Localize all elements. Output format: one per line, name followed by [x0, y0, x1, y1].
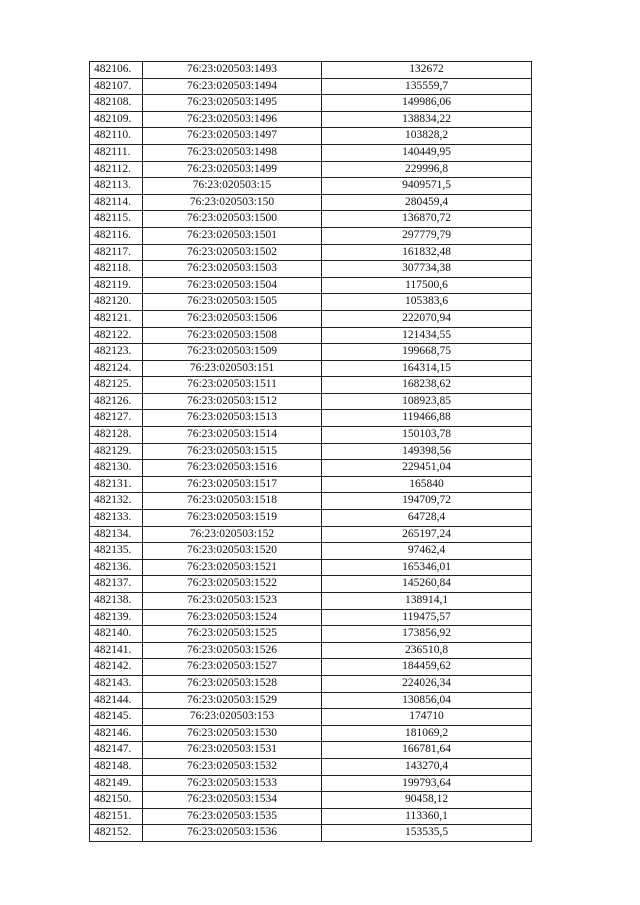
- cadastral-number-cell: 76:23:020503:1500: [143, 211, 322, 228]
- row-number-cell: 482116.: [90, 227, 143, 244]
- table-row: [90, 609, 532, 626]
- table-row: [90, 626, 532, 643]
- row-number-cell: 482136.: [90, 559, 143, 576]
- row-number-cell: 482122.: [90, 327, 143, 344]
- cadastral-number-cell: 76:23:020503:1523: [143, 593, 322, 610]
- cadastral-value-cell: 229451,04: [322, 460, 532, 477]
- table-row: [90, 211, 532, 228]
- row-number-cell: 482147.: [90, 742, 143, 759]
- cadastral-number-cell: 76:23:020503:1515: [143, 443, 322, 460]
- row-number-cell: 482131.: [90, 476, 143, 493]
- row-number-cell: 482149.: [90, 775, 143, 792]
- row-number-cell: 482141.: [90, 642, 143, 659]
- cadastral-value-cell: 90458,12: [322, 792, 532, 809]
- cadastral-value-cell: 150103,78: [322, 427, 532, 444]
- cadastral-value-cell: 184459,62: [322, 659, 532, 676]
- cadastral-number-cell: 76:23:020503:1528: [143, 675, 322, 692]
- cadastral-value-cell: 165840: [322, 476, 532, 493]
- row-number-cell: 482143.: [90, 675, 143, 692]
- table-row: [90, 194, 532, 211]
- cadastral-number-cell: 76:23:020503:1503: [143, 261, 322, 278]
- table-row: [90, 543, 532, 560]
- cadastral-number-cell: 76:23:020503:1531: [143, 742, 322, 759]
- row-number-cell: 482124.: [90, 360, 143, 377]
- cadastral-value-cell: 135559,7: [322, 78, 532, 95]
- row-number-cell: 482132.: [90, 493, 143, 510]
- cadastral-value-cell: 9409571,5: [322, 178, 532, 195]
- cadastral-value-cell: 173856,92: [322, 626, 532, 643]
- row-number-cell: 482148.: [90, 758, 143, 775]
- cadastral-value-cell: 166781,64: [322, 742, 532, 759]
- row-number-cell: 482119.: [90, 277, 143, 294]
- cadastral-number-cell: 76:23:020503:1524: [143, 609, 322, 626]
- cadastral-value-cell: 138834,22: [322, 111, 532, 128]
- table-row: [90, 144, 532, 161]
- row-number-cell: 482115.: [90, 211, 143, 228]
- cadastral-number-cell: 76:23:020503:1514: [143, 427, 322, 444]
- cadastral-number-cell: 76:23:020503:1506: [143, 310, 322, 327]
- table-row: [90, 659, 532, 676]
- cadastral-number-cell: 76:23:020503:1513: [143, 410, 322, 427]
- cadastral-number-cell: 76:23:020503:1505: [143, 294, 322, 311]
- table-row: [90, 742, 532, 759]
- table-row: [90, 758, 532, 775]
- table-row: [90, 360, 532, 377]
- cadastral-number-cell: 76:23:020503:1502: [143, 244, 322, 261]
- row-number-cell: 482106.: [90, 62, 143, 79]
- row-number-cell: 482140.: [90, 626, 143, 643]
- row-number-cell: 482110.: [90, 128, 143, 145]
- table-row: [90, 460, 532, 477]
- cadastral-value-cell: 97462,4: [322, 543, 532, 560]
- cadastral-number-cell: 76:23:020503:1536: [143, 825, 322, 842]
- table-row: [90, 493, 532, 510]
- cadastral-value-cell: 105383,6: [322, 294, 532, 311]
- table-row: [90, 410, 532, 427]
- cadastral-number-cell: 76:23:020503:153: [143, 709, 322, 726]
- table-row: [90, 261, 532, 278]
- cadastral-value-cell: 265197,24: [322, 526, 532, 543]
- row-number-cell: 482137.: [90, 576, 143, 593]
- table-row: [90, 559, 532, 576]
- row-number-cell: 482129.: [90, 443, 143, 460]
- cadastral-value-cell: 64728,4: [322, 510, 532, 527]
- cadastral-number-cell: 76:23:020503:1516: [143, 460, 322, 477]
- cadastral-value-cell: 280459,4: [322, 194, 532, 211]
- cadastral-number-cell: 76:23:020503:1496: [143, 111, 322, 128]
- row-number-cell: 482152.: [90, 825, 143, 842]
- cadastral-value-cell: 143270,4: [322, 758, 532, 775]
- row-number-cell: 482142.: [90, 659, 143, 676]
- row-number-cell: 482145.: [90, 709, 143, 726]
- cadastral-number-cell: 76:23:020503:1494: [143, 78, 322, 95]
- cadastral-value-cell: 181069,2: [322, 725, 532, 742]
- row-number-cell: 482135.: [90, 543, 143, 560]
- cadastral-number-cell: 76:23:020503:1530: [143, 725, 322, 742]
- cadastral-value-cell: 229996,8: [322, 161, 532, 178]
- cadastral-number-cell: 76:23:020503:1535: [143, 808, 322, 825]
- cadastral-value-cell: 130856,04: [322, 692, 532, 709]
- table-row: [90, 277, 532, 294]
- cadastral-number-cell: 76:23:020503:1534: [143, 792, 322, 809]
- cadastral-number-cell: 76:23:020503:1499: [143, 161, 322, 178]
- cadastral-number-cell: 76:23:020503:1526: [143, 642, 322, 659]
- table-row: [90, 244, 532, 261]
- row-number-cell: 482123.: [90, 344, 143, 361]
- row-number-cell: 482146.: [90, 725, 143, 742]
- cadastral-number-cell: 76:23:020503:1495: [143, 95, 322, 112]
- table-row: [90, 675, 532, 692]
- cadastral-number-cell: 76:23:020503:1504: [143, 277, 322, 294]
- row-number-cell: 482120.: [90, 294, 143, 311]
- table-body: [90, 62, 532, 842]
- cadastral-number-cell: 76:23:020503:1512: [143, 393, 322, 410]
- table-row: [90, 709, 532, 726]
- cadastral-number-cell: 76:23:020503:150: [143, 194, 322, 211]
- row-number-cell: 482144.: [90, 692, 143, 709]
- table-row: [90, 78, 532, 95]
- table-row: [90, 310, 532, 327]
- cadastral-number-cell: 76:23:020503:1493: [143, 62, 322, 79]
- row-number-cell: 482133.: [90, 510, 143, 527]
- cadastral-value-cell: 140449,95: [322, 144, 532, 161]
- cadastral-number-cell: 76:23:020503:1522: [143, 576, 322, 593]
- table-row: [90, 775, 532, 792]
- cadastral-number-cell: 76:23:020503:1518: [143, 493, 322, 510]
- cadastral-value-cell: 194709,72: [322, 493, 532, 510]
- table-row: [90, 227, 532, 244]
- table-row: [90, 692, 532, 709]
- cadastral-value-cell: 164314,15: [322, 360, 532, 377]
- table-row: [90, 576, 532, 593]
- row-number-cell: 482138.: [90, 593, 143, 610]
- row-number-cell: 482117.: [90, 244, 143, 261]
- row-number-cell: 482108.: [90, 95, 143, 112]
- cadastral-value-cell: 224026,34: [322, 675, 532, 692]
- cadastral-value-cell: 153535,5: [322, 825, 532, 842]
- cadastral-number-cell: 76:23:020503:1532: [143, 758, 322, 775]
- table-row: [90, 178, 532, 195]
- cadastral-number-cell: 76:23:020503:1527: [143, 659, 322, 676]
- cadastral-value-cell: 174710: [322, 709, 532, 726]
- row-number-cell: 482128.: [90, 427, 143, 444]
- table-row: [90, 526, 532, 543]
- cadastral-value-cell: 119466,88: [322, 410, 532, 427]
- row-number-cell: 482121.: [90, 310, 143, 327]
- table-row: [90, 95, 532, 112]
- cadastral-number-cell: 76:23:020503:15: [143, 178, 322, 195]
- cadastral-number-cell: 76:23:020503:151: [143, 360, 322, 377]
- cadastral-number-cell: 76:23:020503:1511: [143, 377, 322, 394]
- cadastral-value-cell: 168238,62: [322, 377, 532, 394]
- row-number-cell: 482112.: [90, 161, 143, 178]
- cadastral-number-cell: 76:23:020503:1508: [143, 327, 322, 344]
- row-number-cell: 482151.: [90, 808, 143, 825]
- cadastral-number-cell: 76:23:020503:1509: [143, 344, 322, 361]
- table-row: [90, 825, 532, 842]
- table-row: [90, 808, 532, 825]
- cadastral-value-cell: 136870,72: [322, 211, 532, 228]
- cadastral-number-cell: 76:23:020503:152: [143, 526, 322, 543]
- cadastral-value-cell: 121434,55: [322, 327, 532, 344]
- table-row: [90, 161, 532, 178]
- cadastral-value-cell: 161832,48: [322, 244, 532, 261]
- cadastral-number-cell: 76:23:020503:1533: [143, 775, 322, 792]
- table-row: [90, 377, 532, 394]
- cadastral-value-cell: 132672: [322, 62, 532, 79]
- row-number-cell: 482130.: [90, 460, 143, 477]
- table-row: [90, 792, 532, 809]
- table-row: [90, 393, 532, 410]
- cadastral-value-cell: 199793,64: [322, 775, 532, 792]
- cadastral-value-cell: 297779,79: [322, 227, 532, 244]
- table-row: [90, 443, 532, 460]
- row-number-cell: 482127.: [90, 410, 143, 427]
- cadastral-number-cell: 76:23:020503:1501: [143, 227, 322, 244]
- table-row: [90, 128, 532, 145]
- cadastral-number-cell: 76:23:020503:1520: [143, 543, 322, 560]
- cadastral-value-cell: 307734,38: [322, 261, 532, 278]
- row-number-cell: 482114.: [90, 194, 143, 211]
- table-row: [90, 111, 532, 128]
- row-number-cell: 482125.: [90, 377, 143, 394]
- cadastral-value-cell: 119475,57: [322, 609, 532, 626]
- cadastral-number-cell: 76:23:020503:1498: [143, 144, 322, 161]
- cadastral-value-table: [89, 61, 532, 842]
- table-row: [90, 294, 532, 311]
- row-number-cell: 482113.: [90, 178, 143, 195]
- cadastral-value-cell: 103828,2: [322, 128, 532, 145]
- row-number-cell: 482134.: [90, 526, 143, 543]
- row-number-cell: 482107.: [90, 78, 143, 95]
- cadastral-value-cell: 236510,8: [322, 642, 532, 659]
- cadastral-value-cell: 222070,94: [322, 310, 532, 327]
- table-row: [90, 327, 532, 344]
- row-number-cell: 482111.: [90, 144, 143, 161]
- table-row: [90, 62, 532, 79]
- row-number-cell: 482139.: [90, 609, 143, 626]
- cadastral-value-cell: 145260,84: [322, 576, 532, 593]
- table-row: [90, 725, 532, 742]
- table-row: [90, 642, 532, 659]
- cadastral-number-cell: 76:23:020503:1519: [143, 510, 322, 527]
- cadastral-value-cell: 199668,75: [322, 344, 532, 361]
- table-row: [90, 593, 532, 610]
- row-number-cell: 482150.: [90, 792, 143, 809]
- cadastral-number-cell: 76:23:020503:1521: [143, 559, 322, 576]
- table-row: [90, 344, 532, 361]
- cadastral-value-cell: 149986,06: [322, 95, 532, 112]
- cadastral-value-cell: 117500,6: [322, 277, 532, 294]
- table-row: [90, 510, 532, 527]
- row-number-cell: 482118.: [90, 261, 143, 278]
- cadastral-number-cell: 76:23:020503:1517: [143, 476, 322, 493]
- row-number-cell: 482109.: [90, 111, 143, 128]
- cadastral-value-cell: 138914,1: [322, 593, 532, 610]
- cadastral-value-cell: 165346,01: [322, 559, 532, 576]
- cadastral-value-cell: 149398,56: [322, 443, 532, 460]
- table-row: [90, 427, 532, 444]
- table-row: [90, 476, 532, 493]
- cadastral-number-cell: 76:23:020503:1529: [143, 692, 322, 709]
- row-number-cell: 482126.: [90, 393, 143, 410]
- cadastral-number-cell: 76:23:020503:1525: [143, 626, 322, 643]
- cadastral-number-cell: 76:23:020503:1497: [143, 128, 322, 145]
- cadastral-value-cell: 113360,1: [322, 808, 532, 825]
- cadastral-value-cell: 108923,85: [322, 393, 532, 410]
